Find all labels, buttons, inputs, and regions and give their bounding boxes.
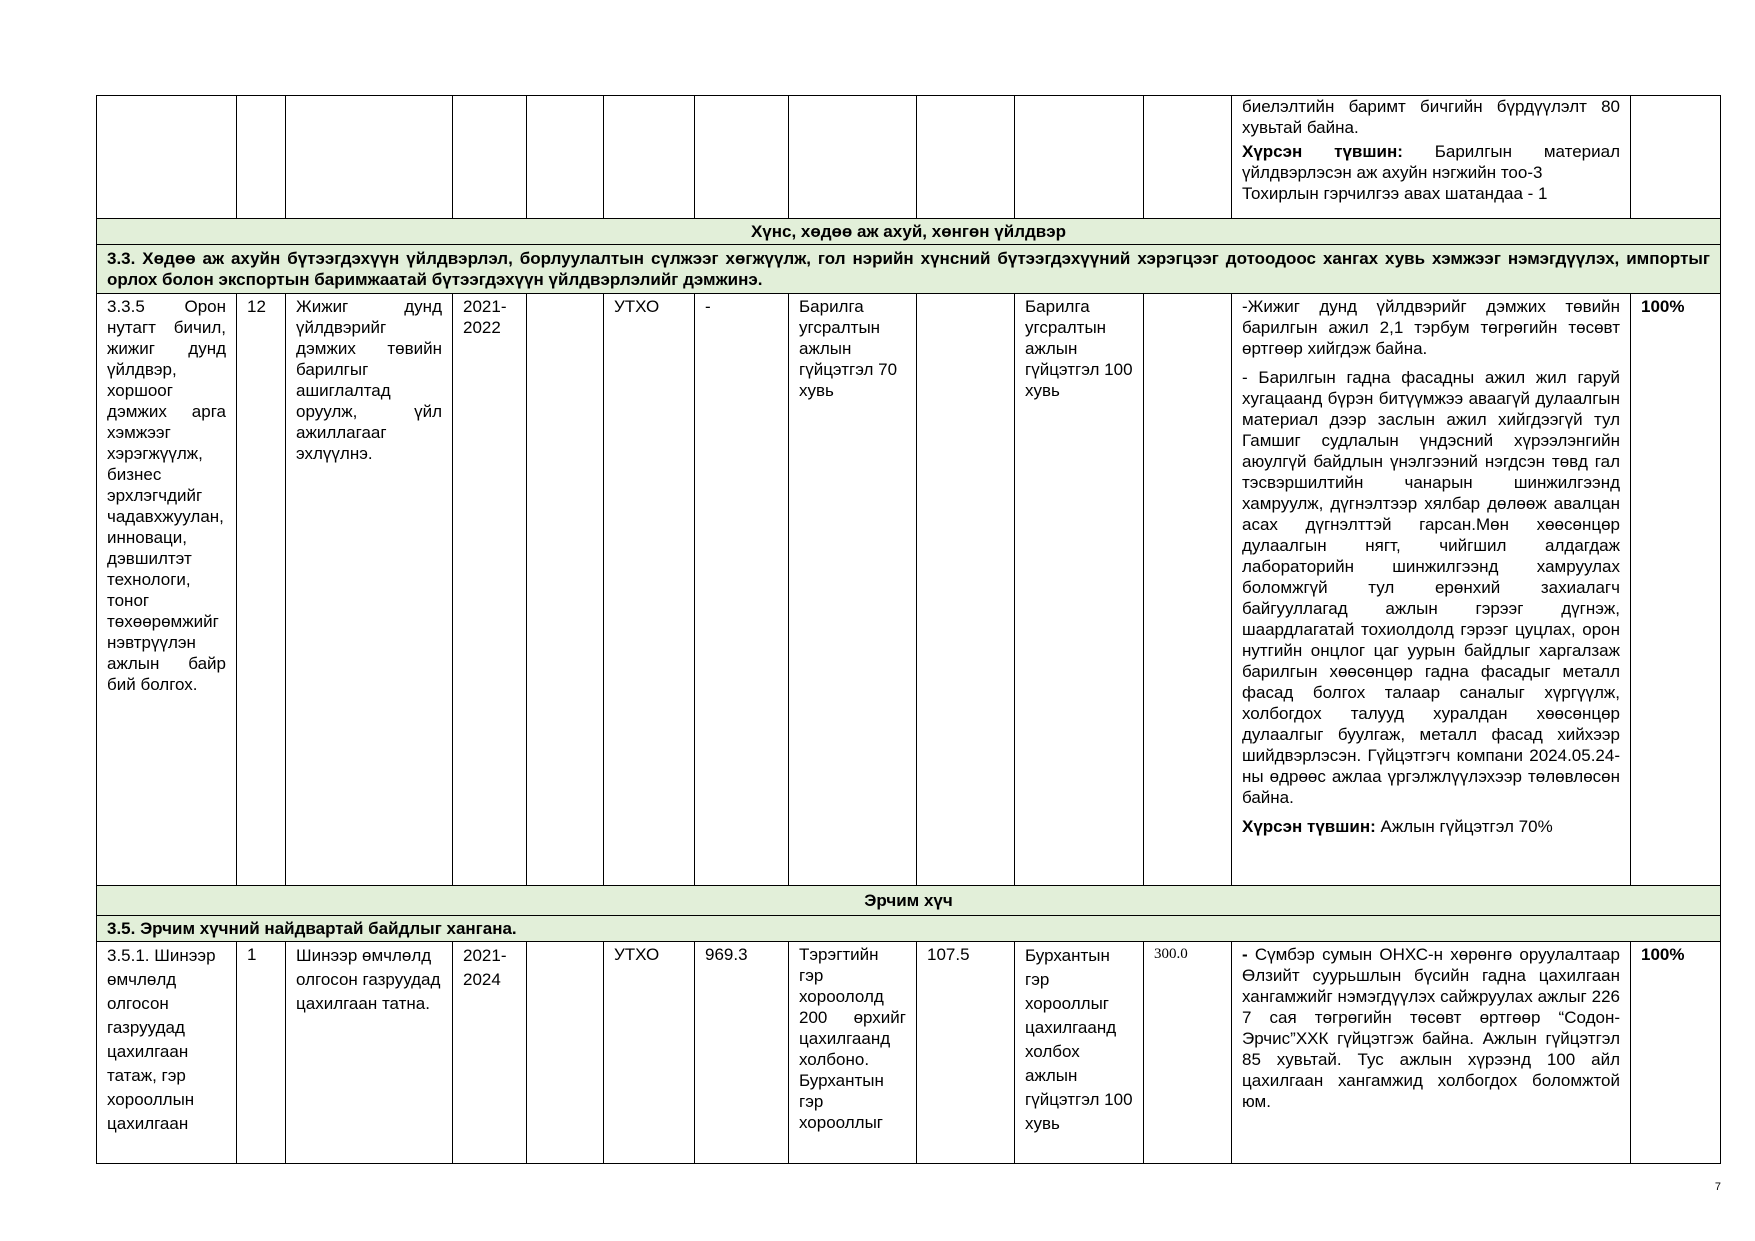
cell-number: 1 xyxy=(237,942,286,1164)
reached-text: Ажлын гүйцэтгэл 70% xyxy=(1380,817,1553,836)
cell-cost xyxy=(695,96,789,219)
cell-budget-plan xyxy=(527,294,604,886)
cell-budget-plan xyxy=(527,96,604,219)
section-goal: 3.5. Эрчим хүчний найдвартай байдлыг хангана. xyxy=(97,916,1721,942)
cell-amount xyxy=(1144,96,1232,219)
reached-text: Барилгын материал үйлдвэрлэсэн аж ахуйн нэгжийн тоо-3 xyxy=(1242,142,1620,182)
cell-target xyxy=(789,96,917,219)
cell-cost: 969.3 xyxy=(695,942,789,1164)
cell-target: Барилга угсралтын ажлын гүйцэтгэл 70 хувь xyxy=(789,294,917,886)
table-row-3-3-5 xyxy=(97,294,1721,886)
page-number: 7 xyxy=(1714,1181,1721,1193)
cell-spent xyxy=(917,294,1015,886)
table-row-continuation xyxy=(97,96,1721,219)
cell-result: Бурхантын гэр хорооллыг цахилгаанд холбох ажлын гүйцэтгэл 100 хувь xyxy=(1015,942,1144,1164)
cell-amount: 300.0 xyxy=(1144,942,1232,1164)
section-goal-row xyxy=(97,916,1721,942)
cell-responsible: УТХО xyxy=(604,294,695,886)
report-text: биелэлтийн баримт бичгийн бүрдүүлэлт 80 хувьтай байна. xyxy=(1242,97,1620,137)
cell-amount xyxy=(1144,294,1232,886)
cell-responsible: УТХО xyxy=(604,942,695,1164)
report-text-2: Тохирлын гэрчилгээ авах шатандаа - 1 xyxy=(1242,184,1548,203)
section-title-row xyxy=(97,886,1721,916)
cell-percent: 100% xyxy=(1631,294,1721,886)
section-goal: 3.3. Хөдөө аж ахуйн бүтээгдэхүүн үйлдвэрлэл, борлуулалтын сүлжээг хөгжүүлж, гол нэрийн хүнсний бүтээгдэхүүний хэрэгцээг дотоодоос хангах хувь хэмжээг нэмэгдүүлэх, импортыг орлох болон экспортын баримжаатай бүтээгдэхүүн үйлдвэрлэлийг дэмжинэ. xyxy=(97,245,1721,294)
cell-result xyxy=(1015,96,1144,219)
cell-budget-plan xyxy=(527,942,604,1164)
cell-number: 12 xyxy=(237,294,286,886)
report-paragraph-2: - Барилгын гадна фасадны ажил жил гаруй хугацаанд бүрэн битүүмжээ аваагүй дулаалгын материал дээр заслын ажил хийгдээгүй тул Гамшиг судлалын үндэсний хүрээлэнгийн аюулгүй байдлын үнэлгээний нэгдсэн төвд гал тэсвэршилтийн чанарын шинжилгээнд хамруулж, дүгнэлтээр хялбар дөлөөж авалцан асах дүгнэлттэй гарсан.Мөн хөөсөнцөр дулаалгын нягт, чийгшил алдагдаж лабораторийн шинжилгээнд хамруулах боломжгүй тул ерөнхий захиалагч байгууллагад ажлын гэрээг дүгнэж, шаардлагатай тохиолдолд гэрээг цуцлах, орон нутгийн онцлог цаг уурын байдлыг харгалзаж барилгын хөөсөнцөр гадна фасадыг металл фасад болгох талаар саналыг хүргүүлж, холбогдох талууд хуралдан хөөсөнцөр дулаалгыг буулгаж, металл фасад хийхээр шийдвэрлэсэн. Гүйцэтгэгч компани 2024.05.24-ны өдрөөс ажлаа үргэлжлүүлэхээр төлөвлөсөн байна. xyxy=(1242,368,1620,807)
cell-cost: - xyxy=(695,294,789,886)
cell-responsible xyxy=(604,96,695,219)
cell-spent: 107.5 xyxy=(917,942,1015,1164)
cell-target: Тэрэгтийн гэр хороололд 200 өрхийг цахилгаанд холбоно. Бурхантын гэр хорооллыг xyxy=(789,942,917,1164)
section-title: Эрчим хүч xyxy=(97,886,1721,916)
cell-objective: 3.5.1. Шинээр өмчлөлд олгосон газруудад цахилгаан татаж, гэр хорооллын цахилгаан xyxy=(97,942,237,1164)
cell-result: Барилга угсралтын ажлын гүйцэтгэл 100 хувь xyxy=(1015,294,1144,886)
reached-level xyxy=(1242,816,1620,837)
cell-percent: 100% xyxy=(1631,942,1721,1164)
section-title-row xyxy=(97,219,1721,245)
cell-objective xyxy=(97,96,237,219)
section-title: Хүнс, хөдөө аж ахуй, хөнгөн үйлдвэр xyxy=(97,219,1721,245)
report-dash: - xyxy=(1242,945,1248,964)
cell-period: 2021-2024 xyxy=(453,942,527,1164)
report-text: Сүмбэр сумын ОНХС-н хөрөнгө оруулалтаар Өлзийт суурьшлын бүсийн гадна цахилгаан хангамжийг нэмэгдүүлэх сайжруулах ажлыг 226 7 сая төгрөгийн төсөвт өртгөөр “Содон-Эрчис”ХХК гүйцэтгэж байна. Ажлын гүйцэтгэл 85 хувьтай. Тус ажлын хүрээнд 100 айл цахилгаан хангамжид холбогдох боломжтой юм. xyxy=(1242,945,1620,1111)
cell-number xyxy=(237,96,286,219)
cell-activity xyxy=(286,96,453,219)
cell-period: 2021-2022 xyxy=(453,294,527,886)
report-paragraph-1: -Жижиг дунд үйлдвэрийг дэмжих төвийн барилгын ажил 2,1 тэрбум төгрөгийн төсөвт өртгөөр хийгдэж байна. xyxy=(1242,297,1620,358)
report-table xyxy=(96,95,1721,1164)
table-row-3-5-1 xyxy=(97,942,1721,1164)
cell-activity: Жижиг дунд үйлдвэрийг дэмжих төвийн барилгыг ашиглалтад оруулж, үйл ажиллагааг эхлүүлнэ. xyxy=(286,294,453,886)
cell-report xyxy=(1232,294,1631,886)
cell-report xyxy=(1232,96,1631,219)
cell-percent xyxy=(1631,96,1721,219)
section-goal-row xyxy=(97,245,1721,294)
reached-level xyxy=(1242,141,1620,183)
cell-period xyxy=(453,96,527,219)
cell-activity: Шинээр өмчлөлд олгосон газруудад цахилгаан татна. xyxy=(286,942,453,1164)
reached-label: Хүрсэн түвшин: xyxy=(1242,817,1376,836)
cell-objective: 3.3.5 Орон нутагт бичил, жижиг дунд үйлдвэр, хоршоог дэмжих арга хэмжээг хэрэгжүүлж, бизнес эрхлэгчдийг чадавхжуулан, инноваци, дэвшилтэт технологи, тоног төхөөрөмжийг нэвтрүүлэн ажлын байр бий болгох. xyxy=(97,294,237,886)
cell-spent xyxy=(917,96,1015,219)
cell-report xyxy=(1232,942,1631,1164)
reached-label: Хүрсэн түвшин: xyxy=(1242,142,1403,161)
report-paragraph xyxy=(1242,944,1620,1112)
